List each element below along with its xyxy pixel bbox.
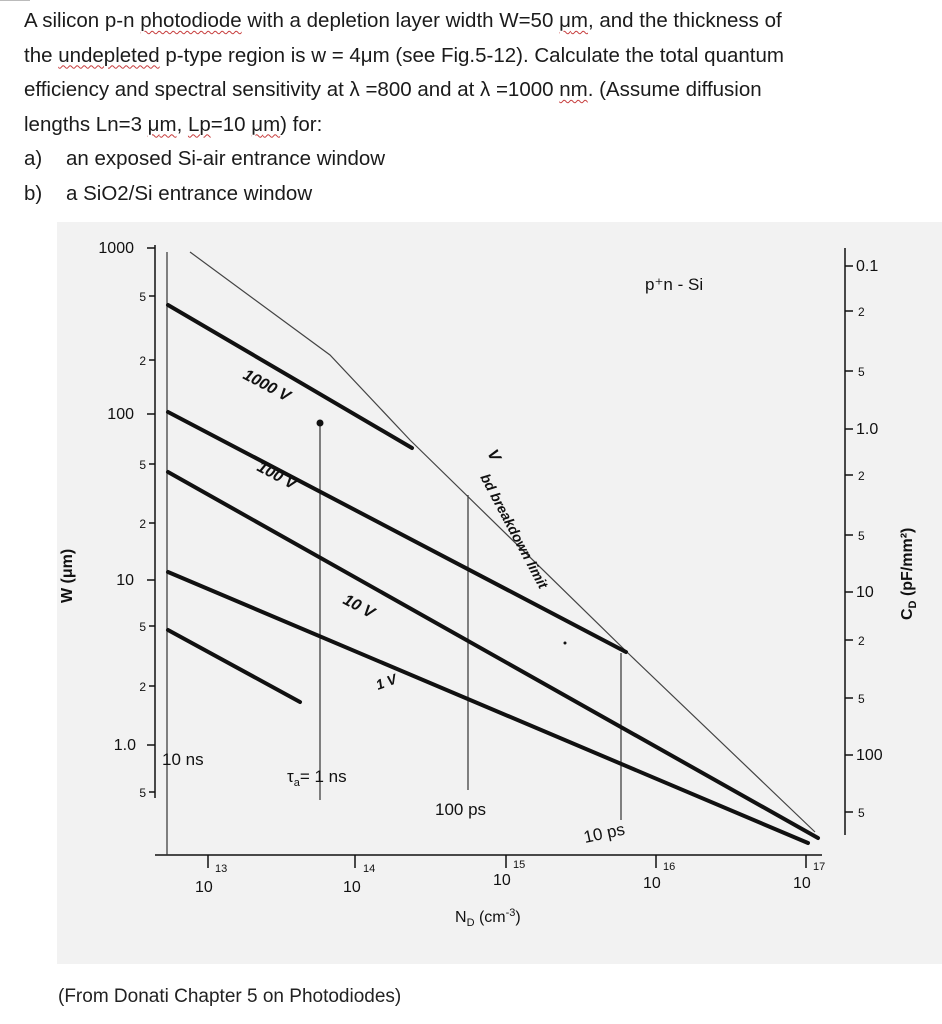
text-span: A silicon p-n (24, 9, 141, 32)
label-10v: 10 V (340, 591, 378, 622)
r-tick-label: 2 (858, 634, 865, 648)
right-tick-labels (856, 258, 883, 820)
x-tick-exp: 16 (663, 861, 676, 873)
y-tick-label: 5 (139, 290, 146, 304)
x-tick-exp: 14 (363, 863, 376, 875)
x-tick-label: 10 (793, 875, 811, 892)
x-tick-exp: 15 (513, 859, 526, 871)
line-1v (168, 630, 300, 702)
option-key: b) (24, 181, 43, 205)
text-span: , and the thickness of (587, 9, 782, 32)
text-span: m (570, 9, 588, 32)
option-key: a) (24, 147, 43, 170)
text-span: μ (147, 112, 160, 136)
r-tick-label: 100 (856, 747, 883, 764)
text-span: μ (360, 43, 373, 67)
line-10v-lower (168, 572, 808, 843)
y-tick-label: 1000 (98, 240, 134, 257)
r-tick-label: 5 (858, 365, 865, 379)
text-span: μ (251, 112, 264, 136)
marker-dot (564, 642, 567, 645)
text-span: with a depletion layer width W=50 (241, 9, 560, 32)
bottom-tick-marks (208, 855, 806, 868)
option-text: a SiO2/Si entrance window (66, 181, 313, 205)
text-span: m (see Fig.5-12). Calculate the total quantum (372, 43, 784, 67)
r-tick-label: 5 (858, 529, 865, 543)
text-span: μ (559, 9, 571, 32)
y-tick-label: 2 (139, 517, 146, 531)
breakdown-label: bd breakdown limit (477, 470, 552, 592)
x-tick-label: 10 (195, 879, 213, 896)
text-span: m (263, 112, 281, 136)
y-axis-label: W (μm) (59, 548, 76, 603)
r-tick-label: 5 (858, 692, 865, 706)
option-text: an exposed Si-air entrance window (66, 147, 386, 170)
y-tick-label: 5 (139, 458, 146, 472)
breakdown-v: V (483, 446, 504, 465)
breakdown-limit-line (190, 252, 815, 832)
x-tick-exp: 13 (215, 863, 228, 875)
text-span: the (24, 43, 59, 67)
text-span: lengths Ln=3 (24, 112, 148, 136)
marker-dot (317, 420, 324, 427)
text-span: nm (559, 78, 588, 101)
figure-caption: (From Donati Chapter 5 on Photodiodes) (58, 986, 402, 1007)
label-100v: 100 V (254, 458, 300, 494)
x-tick-exp: 17 (813, 861, 826, 873)
label-10ps: 10 ps (581, 819, 627, 847)
text-span: λ (349, 78, 360, 101)
label-10ns: 10 ns (162, 750, 204, 769)
right-axis-label: $C_D$ (pF/mm²) (899, 527, 919, 620)
line-1000v (168, 305, 412, 448)
r-tick-label: 0.1 (856, 258, 879, 275)
text-span: . (Assume diffusion (587, 78, 762, 101)
right-tick-marks (845, 266, 853, 812)
text-span: m (159, 112, 177, 136)
line-100v (168, 412, 626, 652)
r-tick-label: 2 (858, 305, 865, 319)
label-1ns: $\tau_a= 1$ ns (287, 767, 347, 789)
x-tick-label: 10 (343, 879, 361, 896)
device-label: p⁺n - Si (645, 275, 704, 294)
text-span: ) for: (280, 112, 323, 136)
time-labels (162, 750, 627, 847)
y-tick-label: 5 (139, 620, 146, 634)
text-span: λ (480, 78, 491, 101)
r-tick-label: 2 (858, 469, 865, 483)
label-1000v: 1000 V (240, 366, 293, 406)
y-tick-labels (98, 240, 146, 800)
r-tick-label: 1.0 (856, 421, 879, 438)
text-span: Lp (187, 112, 211, 136)
left-tick-marks (147, 248, 155, 792)
text-span: =1000 (490, 78, 560, 101)
label-100ps: 100 ps (435, 800, 487, 819)
text-span: photodiode (140, 9, 242, 32)
text-span: =800 and at (359, 78, 481, 101)
line-10v-upper (168, 472, 818, 838)
text-span: efficiency and spectral sensitivity at (24, 78, 350, 101)
x-tick-labels (195, 859, 825, 896)
y-tick-label: 5 (139, 786, 146, 800)
y-tick-label: 1.0 (113, 737, 136, 754)
text-span: undepleted (58, 43, 160, 67)
y-tick-label: 10 (116, 572, 134, 589)
y-tick-label: 100 (107, 406, 134, 423)
x-axis-label: $N_D$ $(cm^{-3})$ (455, 907, 521, 929)
x-tick-label: 10 (643, 875, 661, 892)
r-tick-label: 10 (856, 584, 874, 601)
label-1v: 1 V (373, 670, 399, 693)
text-span: , (176, 112, 188, 136)
y-tick-label: 2 (139, 680, 146, 694)
text-span: p-type region is w = 4 (159, 43, 361, 67)
r-tick-label: 5 (858, 806, 865, 820)
y-tick-label: 2 (139, 354, 146, 368)
x-tick-label: 10 (493, 872, 511, 889)
text-span: =10 (210, 112, 252, 136)
